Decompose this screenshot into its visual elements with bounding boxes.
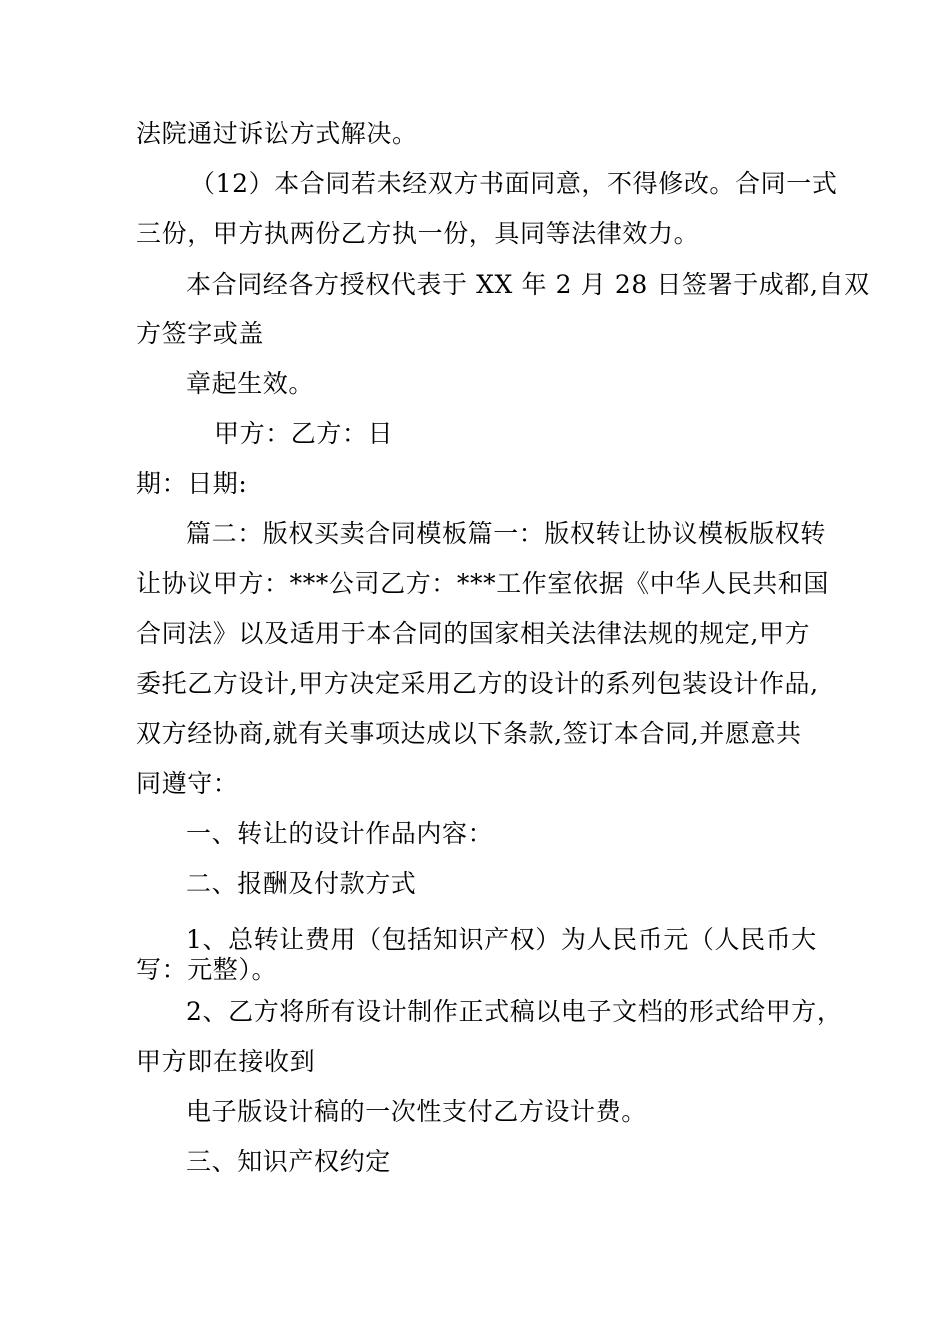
clause-item-2-cont-2: 电子版设计稿的一次性支付乙方设计费。 xyxy=(186,1097,647,1126)
clause-heading-1: 一、转让的设计作品内容： xyxy=(186,819,494,848)
text-line-5: 方签字或盖 xyxy=(136,319,265,348)
text-line-12: 委托乙方设计,甲方决定采用乙方的设计的系列包装设计作品, xyxy=(136,669,819,698)
clause-item-1: 1、总转让费用（包括知识产权）为人民币元（人民币大 xyxy=(186,925,817,954)
clause-item-2: 2、乙方将所有设计制作正式稿以电子文档的形式给甲方， xyxy=(186,997,843,1026)
text-line-14: 同遵守： xyxy=(136,769,239,798)
text-line-6: 章起生效。 xyxy=(186,369,315,398)
text-line-2: （12）本合同若未经双方书面同意，不得修改。合同一式 xyxy=(190,169,838,198)
text-line-13: 双方经协商,就有关事项达成以下条款,签订本合同,并愿意共 xyxy=(136,719,802,748)
text-line-4: 本合同经各方授权代表于 XX 年 2 月 28 日签署于成都,自双 xyxy=(186,270,870,299)
clause-heading-2: 二、报酬及付款方式 xyxy=(186,869,417,898)
text-line-1: 法院通过诉讼方式解决。 xyxy=(136,119,418,148)
clause-item-2-cont: 甲方即在接收到 xyxy=(136,1047,316,1076)
text-line-3: 三份，甲方执两份乙方执一份，具同等法律效力。 xyxy=(136,219,700,248)
section-heading-part-two: 篇二：版权买卖合同模板篇一：版权转让协议模板版权转 xyxy=(186,519,827,548)
date-line: 期：日期: xyxy=(136,469,248,498)
clause-item-1-cont: 写：元整）。 xyxy=(136,955,278,984)
signature-line: 甲方：乙方：日 xyxy=(214,419,394,448)
text-line-11: 合同法》以及适用于本合同的国家相关法律法规的规定,甲方 xyxy=(136,619,811,648)
text-line-10: 让协议甲方：***公司乙方：***工作室依据《中华人民共和国 xyxy=(136,569,830,598)
clause-heading-3: 三、知识产权约定 xyxy=(186,1147,391,1176)
